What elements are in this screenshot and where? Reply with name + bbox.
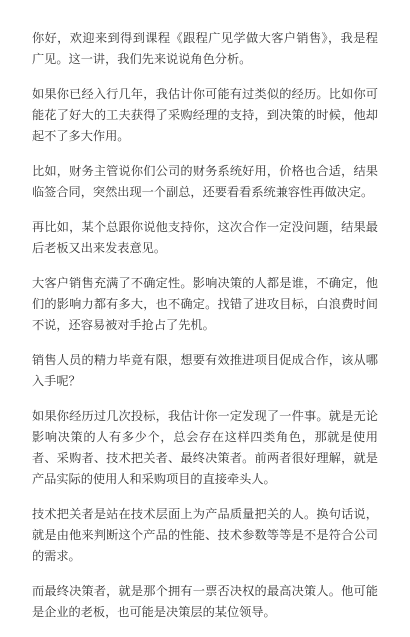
paragraph-technical-gatekeeper: 技术把关者是站在技术层面上为产品质量把关的人。换句话说，就是由他来判断这个产品的性能、技术参数等等是不是符合公司的需求。	[32, 507, 378, 563]
paragraph-four-roles: 如果你经历过几次投标，我估计你一定发现了一件事。就是无论影响决策的人有多少个，总会存在这样四类角色，那就是使用者、采购者、技术把关者、最终决策者。前两者很好理解，就是产品实际的使用人和采购项目的直接牵头人。	[32, 409, 378, 486]
paragraph-experience: 如果你已经入行几年，我估计你可能有过类似的经历。比如你可能花了好大的工夫获得了采购经理的支持，到决策的时候，他却起不了多大作用。	[32, 87, 378, 143]
paragraph-example-boss: 再比如，某个总跟你说他支持你，这次合作一定没问题，结果最后老板又出来发表意见。	[32, 220, 378, 255]
paragraph-question: 销售人员的精力毕竟有限，想要有效推进项目促成合作，该从哪入手呢？	[32, 353, 378, 388]
paragraph-final-decision-maker: 而最终决策者，就是那个拥有一票否决权的最高决策人。他可能是企业的老板，也可能是决策层的某位领导。	[32, 584, 378, 619]
article-body	[32, 28, 378, 637]
paragraph-example-finance: 比如，财务主管说你们公司的财务系统好用，价格也合适，结果临签合同，突然出现一个副总，还要看看系统兼容性再做决定。	[32, 164, 378, 199]
paragraph-intro: 你好，欢迎来到得到课程《跟程广见学做大客户销售》，我是程广见。这一讲，我们先来说说角色分析。	[32, 31, 378, 66]
paragraph-uncertainty: 大客户销售充满了不确定性。影响决策的人都是谁，不确定，他们的影响力都有多大，也不确定。找错了进攻目标，白浪费时间不说，还容易被对手抢占了先机。	[32, 276, 378, 332]
